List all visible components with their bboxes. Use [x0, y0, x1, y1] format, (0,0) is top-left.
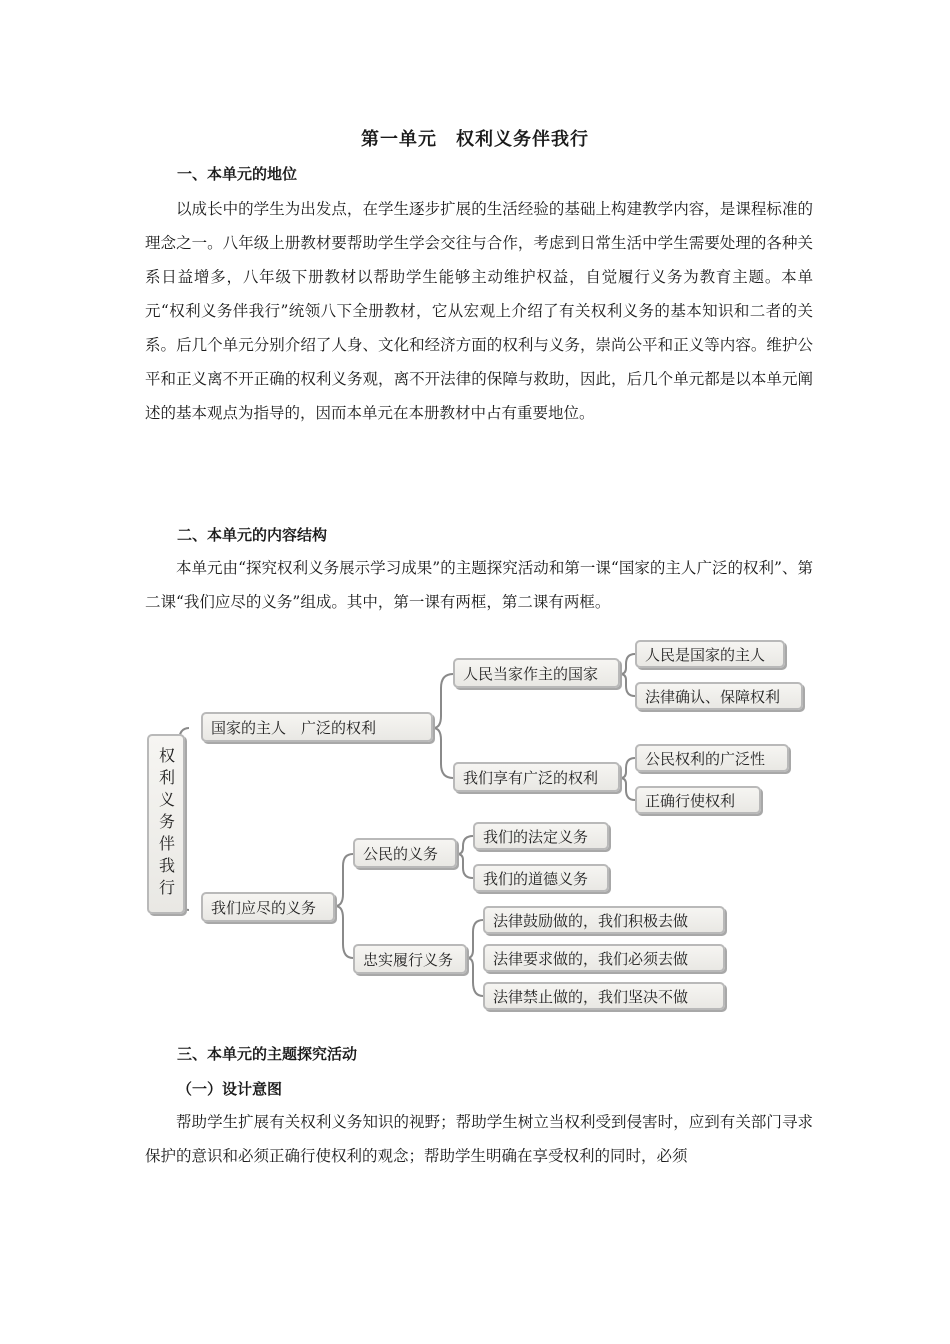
diagram-l3-item: 我们的法定义务: [473, 822, 609, 850]
diagram-l3-item: 法律要求做的，我们必须去做: [483, 944, 725, 972]
diagram-l2-people-masters: 人民当家作主的国家: [453, 658, 620, 688]
diagram-l3-item: 正确行使权利: [635, 786, 761, 814]
diagram-l3-item: 人民是国家的主人: [635, 640, 785, 668]
structure-diagram: [143, 632, 811, 1016]
diagram-l2-citizen-duties: 公民的义务: [353, 838, 457, 868]
page-title: 第一单元 权利义务伴我行: [361, 129, 589, 150]
section-text-structure: 本单元由“探究权利义务展示学习成果”的主题探究活动和第一课“国家的主人广泛的权利”、第二课“我们应尽的义务”组成。其中，第一课有两框，第二课有两框。: [145, 559, 813, 611]
diagram-l1-rights: 国家的主人 广泛的权利: [201, 712, 433, 742]
diagram-root: 权利义务伴我行: [147, 734, 185, 914]
section-text-position: 以成长中的学生为出发点，在学生逐步扩展的生活经验的基础上构建教学内容，是课程标准的理念之一。八年级上册教材要帮助学生学会交往与合作，考虑到日常生活中学生需要处理的各种关系日益增多，八年级下册教材以帮助学生能够主动维护权益，自觉履行义务为教育主题。本单元“权利义务伴我行”统领八下全册教材，它从宏观上介绍了有关权利义务的基本知识和二者的关系。后几个单元分别介绍了人身、文化和经济方面的权利与义务，崇尚公平和正义等内容。维护公平和正义离不开正确的权利义务观，离不开法律的保障与救助，因此，后几个单元都是以本单元阐述的基本观点为指导的，因而本单元在本册教材中占有重要地位。: [145, 200, 813, 422]
section-heading-activity: 三、本单元的主题探究活动: [177, 1045, 358, 1063]
diagram-l3-item: 公民权利的广泛性: [635, 744, 789, 772]
subsection-heading-design: （一）设计意图: [177, 1080, 283, 1098]
section-heading-structure: 二、本单元的内容结构: [177, 526, 328, 544]
diagram-l1-duties: 我们应尽的义务: [201, 892, 335, 922]
diagram-l2-fulfill-duties: 忠实履行义务: [353, 944, 467, 974]
diagram-l2-broad-rights: 我们享有广泛的权利: [453, 762, 620, 792]
diagram-l3-item: 法律确认、保障权利: [635, 682, 803, 710]
diagram-l3-item: 法律鼓励做的，我们积极去做: [483, 906, 725, 934]
section-text-activity: 帮助学生扩展有关权利义务知识的视野；帮助学生树立当权利受到侵害时，应到有关部门寻求保护的意识和必须正确行使权利的观念；帮助学生明确在享受权利的同时，必须: [145, 1113, 813, 1165]
diagram-l3-item: 我们的道德义务: [473, 864, 609, 892]
diagram-l3-item: 法律禁止做的，我们坚决不做: [483, 982, 725, 1010]
section-heading-position: 一、本单元的地位: [177, 165, 298, 183]
